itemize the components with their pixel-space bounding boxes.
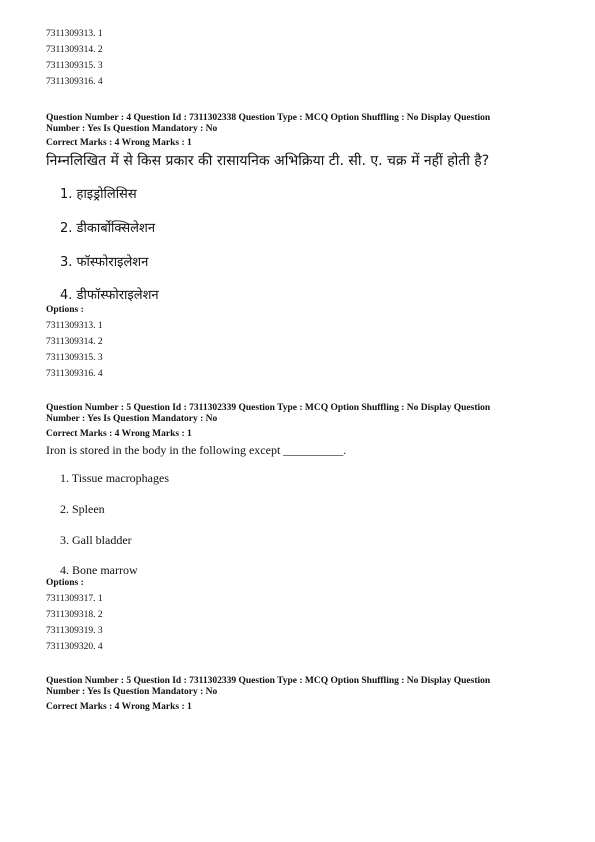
option-id: 7311309316. 4 xyxy=(46,369,103,379)
option-id: 7311309314. 2 xyxy=(46,45,103,55)
option-id: 7311309313. 1 xyxy=(46,321,103,331)
question-meta: Question Number : 5 Question Id : 7311302339 Question Type : MCQ Option Shuffling : No Display Question xyxy=(46,676,491,686)
answer-choice: 4. Bone marrow xyxy=(60,563,138,577)
question-meta: Number : Yes Is Question Mandatory : No xyxy=(46,124,218,134)
option-id: 7311309318. 2 xyxy=(46,610,103,620)
option-id: 7311309314. 2 xyxy=(46,337,103,347)
answer-choice: 2. Spleen xyxy=(60,502,105,516)
question-meta: Number : Yes Is Question Mandatory : No xyxy=(46,414,218,424)
question-meta: Question Number : 4 Question Id : 7311302338 Question Type : MCQ Option Shuffling : No Display Question xyxy=(46,113,491,123)
question-meta: Question Number : 5 Question Id : 7311302339 Question Type : MCQ Option Shuffling : No Display Question xyxy=(46,403,491,413)
answer-choice: 3. Gall bladder xyxy=(60,533,132,547)
option-id: 7311309317. 1 xyxy=(46,594,103,604)
answer-choice: 1. हाइड्रोलिसिस xyxy=(60,187,137,202)
options-label: Options : xyxy=(46,578,84,588)
option-id: 7311309316. 4 xyxy=(46,77,103,87)
question-text: निम्नलिखित में से किस प्रकार की रासायनिक अभिक्रिया टी. सी. ए. चक्र में नहीं होती है? xyxy=(46,153,490,169)
answer-choice: 2. डीकार्बोक्सिलेशन xyxy=(60,221,156,236)
option-id: 7311309320. 4 xyxy=(46,642,103,652)
question-text: Iron is stored in the body in the following except __________. xyxy=(46,443,347,457)
option-id: 7311309315. 3 xyxy=(46,353,103,363)
question-meta: Number : Yes Is Question Mandatory : No xyxy=(46,687,218,697)
option-id: 7311309319. 3 xyxy=(46,626,103,636)
option-id: 7311309313. 1 xyxy=(46,29,103,39)
marks-info: Correct Marks : 4 Wrong Marks : 1 xyxy=(46,429,192,439)
answer-choice: 1. Tissue macrophages xyxy=(60,471,169,485)
option-id: 7311309315. 3 xyxy=(46,61,103,71)
answer-choice: 3. फॉस्फोराइलेशन xyxy=(60,255,149,270)
marks-info: Correct Marks : 4 Wrong Marks : 1 xyxy=(46,138,192,148)
options-label: Options : xyxy=(46,305,84,315)
marks-info: Correct Marks : 4 Wrong Marks : 1 xyxy=(46,702,192,712)
answer-choice: 4. डीफॉस्फोराइलेशन xyxy=(60,288,159,303)
